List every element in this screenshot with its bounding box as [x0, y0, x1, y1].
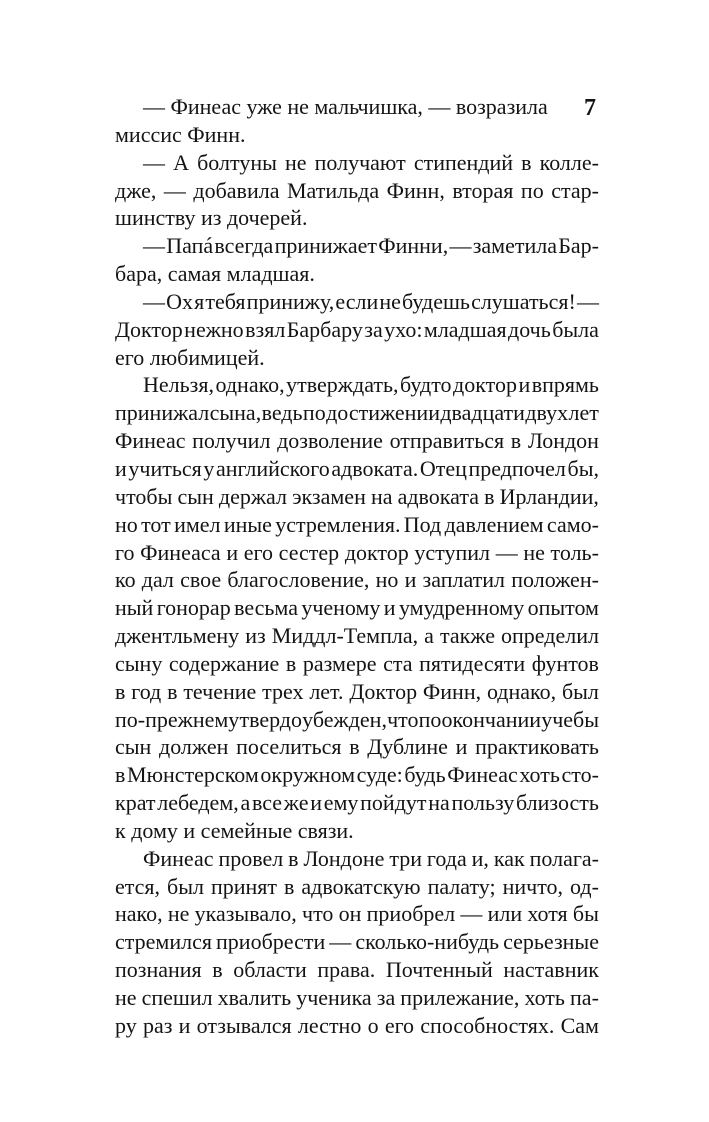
word: экзамен — [292, 483, 366, 509]
word: достижении — [326, 400, 440, 426]
word: за — [364, 316, 383, 342]
word: его — [384, 1012, 415, 1038]
word: серьезные — [503, 929, 599, 955]
word: хотя — [527, 901, 568, 927]
word: в — [115, 762, 126, 788]
word: лестно — [297, 1012, 362, 1038]
word: пятидесяти — [419, 650, 526, 676]
word: сын — [115, 734, 152, 760]
text-line — [115, 177, 599, 205]
line-text — [115, 427, 599, 455]
word: по — [302, 400, 326, 426]
word: права. — [317, 957, 376, 983]
word: ученому — [301, 595, 381, 621]
word: доктор — [344, 539, 409, 565]
text-line — [115, 566, 599, 594]
word: трех — [262, 678, 304, 704]
word: не — [523, 539, 545, 565]
text-line — [115, 427, 599, 455]
word: фунтов — [531, 650, 599, 676]
word: чтобы — [115, 483, 173, 509]
word: хоть — [519, 762, 560, 788]
word: если — [335, 288, 379, 314]
word: он — [338, 901, 362, 927]
text-line — [115, 149, 599, 177]
word: хвалить — [217, 985, 292, 1010]
word: предпочел — [468, 455, 566, 481]
word: что — [302, 901, 334, 927]
word: бы — [572, 901, 599, 927]
word: Почтенный — [385, 957, 493, 983]
line-text — [115, 566, 599, 594]
word: А — [173, 149, 189, 175]
word: Финеаса — [140, 539, 221, 565]
word: однако, — [215, 372, 285, 398]
word: стипендий — [413, 149, 514, 175]
text-line — [115, 873, 599, 901]
text-line — [115, 956, 599, 984]
word: определил — [501, 623, 599, 649]
line-text — [115, 650, 599, 678]
word: прилежание, — [400, 985, 520, 1010]
word: был — [167, 873, 204, 899]
word: был — [561, 678, 599, 704]
word: Лондоне — [303, 845, 385, 871]
word: отправиться — [389, 428, 505, 454]
word: доктор — [453, 372, 517, 398]
word: Лондон — [527, 428, 599, 454]
word: в — [167, 678, 178, 704]
word: дочь — [508, 316, 551, 342]
word: Доктор — [115, 316, 183, 342]
word: его — [243, 539, 274, 565]
word: не — [379, 288, 401, 314]
word: Доктор — [349, 678, 418, 704]
word: палату; — [427, 873, 496, 899]
word: умудренному — [398, 595, 525, 621]
word: и — [178, 1012, 191, 1038]
line-text — [115, 956, 599, 984]
word: адвокатскую — [301, 873, 421, 899]
word: познания — [115, 957, 202, 983]
word: в — [285, 650, 297, 676]
word: и — [115, 455, 127, 481]
word: вторая — [452, 177, 514, 203]
word: и — [404, 567, 417, 593]
word: на — [428, 790, 450, 816]
word: свое — [180, 567, 222, 593]
text-line — [115, 789, 599, 817]
word: отзывался — [196, 1012, 292, 1038]
word: Финеас — [115, 428, 186, 454]
word: Финеас — [447, 762, 518, 788]
word: Матильда — [286, 177, 380, 203]
line-text — [115, 733, 599, 761]
word: полага- — [529, 845, 599, 871]
word: Мюнстерском — [127, 762, 259, 788]
word: практиковать — [475, 734, 599, 760]
text-line — [115, 399, 599, 427]
word: бы, — [567, 455, 599, 481]
word: Сам — [560, 1012, 599, 1038]
text-line — [115, 121, 599, 149]
word: в — [212, 957, 223, 983]
word: всегда — [214, 233, 274, 259]
text-line — [115, 93, 599, 121]
word: убежден, — [302, 706, 387, 732]
line-text — [115, 789, 599, 817]
word: Финеас — [143, 845, 214, 871]
line-text — [143, 149, 599, 177]
word: положен- — [511, 567, 599, 593]
line-text — [143, 845, 599, 873]
word: за — [376, 985, 396, 1010]
word: имел — [174, 511, 221, 537]
word: — — [449, 233, 472, 259]
word: в — [521, 149, 532, 175]
text-line — [115, 817, 599, 845]
word: — — [163, 177, 186, 203]
word: дже, — [115, 177, 157, 203]
word: получают — [314, 149, 406, 175]
word: твердо — [239, 706, 302, 732]
word: способностях. — [420, 1012, 555, 1038]
word: — — [143, 288, 165, 314]
line-text: к дому и семейные связи. — [115, 817, 354, 843]
line-text — [115, 873, 599, 901]
line-text — [115, 316, 599, 344]
text-line — [115, 761, 599, 789]
word: приобрел — [366, 901, 456, 927]
word: близость — [515, 790, 599, 816]
word: английского — [215, 455, 330, 481]
word: нежно — [184, 316, 244, 342]
text-line — [115, 483, 599, 511]
word: ко — [115, 567, 136, 593]
word: и — [455, 734, 468, 760]
word: — — [576, 288, 599, 314]
word: ру — [115, 1012, 137, 1038]
word: все — [251, 790, 283, 816]
word: ется, — [115, 873, 161, 899]
word: весьма — [234, 595, 298, 621]
line-text — [115, 678, 599, 706]
word: однако, — [486, 678, 557, 704]
word: добавила — [193, 177, 280, 203]
word: — — [143, 233, 165, 259]
word: и — [310, 790, 322, 816]
word: — — [143, 149, 165, 175]
word: заметила — [472, 233, 557, 259]
word: гонорар — [156, 595, 231, 621]
word: ученика — [296, 985, 372, 1010]
text-line — [115, 455, 599, 483]
word: в — [349, 734, 360, 760]
line-text — [115, 900, 599, 928]
word: что — [387, 706, 419, 732]
word: год — [131, 678, 162, 704]
word: впрямь — [531, 372, 599, 398]
line-text: бара, самая младшая. — [115, 261, 315, 287]
word: Отец — [419, 455, 467, 481]
word: и — [518, 372, 531, 398]
word: также — [439, 623, 495, 649]
word: будешь — [402, 288, 470, 314]
word: адвоката — [397, 483, 479, 509]
text-line — [115, 204, 599, 232]
line-text — [143, 371, 599, 399]
word: ничто, — [502, 873, 564, 899]
word: пользу — [451, 790, 515, 816]
line-text — [115, 594, 599, 622]
word: Финни, — [378, 233, 449, 259]
word: будто — [400, 372, 452, 398]
word: Нельзя, — [143, 372, 214, 398]
word: тебя — [205, 288, 246, 314]
line-text — [115, 1012, 599, 1040]
word: не — [284, 149, 307, 175]
word: сестер — [278, 539, 340, 565]
word: учиться — [128, 455, 202, 481]
word: благословение, — [227, 567, 370, 593]
word: — — [495, 539, 518, 565]
line-text — [115, 539, 599, 567]
line-text — [115, 177, 599, 205]
word: же — [283, 790, 309, 816]
word: в — [510, 428, 522, 454]
word: давлением — [444, 511, 544, 537]
word: окончании — [441, 706, 542, 732]
word: Финн, — [386, 177, 445, 203]
word: Миддл-Темпла, — [271, 623, 419, 649]
word: джентльмену — [115, 623, 240, 649]
word: ведь — [261, 400, 303, 426]
line-text — [115, 622, 599, 650]
word: суде: — [356, 762, 403, 788]
word: года — [426, 845, 467, 871]
text-line — [115, 650, 599, 678]
word: болтуны — [197, 149, 277, 175]
word: спешил — [141, 985, 213, 1010]
word: — — [329, 929, 352, 955]
line-text — [115, 706, 599, 734]
word: сыну — [115, 650, 163, 676]
word: получил — [192, 428, 271, 454]
word: хоть — [524, 985, 565, 1010]
word: па- — [570, 985, 599, 1010]
word: приобрести — [216, 929, 326, 955]
word: не — [167, 901, 190, 927]
word: крат — [115, 790, 156, 816]
word: окружном — [260, 762, 355, 788]
word: и — [383, 595, 396, 621]
word: держал — [218, 483, 287, 509]
word: была — [552, 316, 599, 342]
word: Барбару — [286, 316, 363, 342]
text-line — [115, 622, 599, 650]
word: дал — [141, 567, 174, 593]
word: лебедем, — [157, 790, 239, 816]
word: принят — [210, 873, 278, 899]
line-text — [115, 455, 599, 483]
word: и — [226, 539, 239, 565]
word: но — [115, 511, 138, 537]
word: адвоката. — [331, 455, 419, 481]
text-line — [115, 706, 599, 734]
word: поселиться — [236, 734, 342, 760]
word: ста — [383, 650, 413, 676]
word: и, — [471, 845, 489, 871]
text-line — [115, 594, 599, 622]
text-line — [115, 539, 599, 567]
word: Дублине — [367, 734, 448, 760]
line-text: шинству из дочерей. — [115, 205, 308, 231]
text-line — [115, 344, 599, 372]
word: учебы — [541, 706, 599, 732]
word: Папá — [166, 233, 214, 259]
word: младшая — [423, 316, 507, 342]
word: как — [493, 845, 525, 871]
word: двадцати — [440, 400, 525, 426]
word: утверждать, — [286, 372, 399, 398]
text-line — [115, 733, 599, 761]
word: ухо: — [384, 316, 423, 342]
word: но — [375, 567, 399, 593]
word: пойдут — [360, 790, 427, 816]
line-text — [143, 288, 599, 316]
word: само- — [546, 511, 599, 537]
line-text: его любимицей. — [115, 344, 265, 370]
text-line — [115, 288, 599, 316]
word: го — [115, 539, 135, 565]
word: Бар- — [558, 233, 599, 259]
line-text: — Финеас уже не мальчишка, — возразила — [143, 94, 548, 119]
word: области — [233, 957, 307, 983]
word: сына, — [209, 400, 262, 426]
word: толь- — [550, 539, 599, 565]
word: течение — [183, 678, 257, 704]
word: в — [284, 873, 295, 899]
word: лет. — [309, 678, 344, 704]
word: содержание — [168, 650, 280, 676]
word: тот — [141, 511, 171, 537]
word: должен — [159, 734, 229, 760]
text-line — [115, 232, 599, 260]
line-text — [115, 928, 599, 956]
text-line — [115, 260, 599, 288]
word: провел — [218, 845, 284, 871]
word: стремился — [115, 929, 212, 955]
text-line — [115, 928, 599, 956]
text-line — [115, 678, 599, 706]
word: я — [194, 288, 205, 314]
word: а — [240, 790, 251, 816]
text-line — [115, 371, 599, 399]
word: Ох — [166, 288, 194, 314]
word: раз — [142, 1012, 173, 1038]
word: Финн, — [422, 678, 482, 704]
word: лет — [568, 400, 599, 426]
word: три — [389, 845, 422, 871]
word: устремления. — [275, 511, 401, 537]
line-text — [115, 984, 599, 1012]
line-text — [115, 761, 599, 789]
word: или — [487, 901, 523, 927]
word: ему — [323, 790, 359, 816]
text-line — [115, 316, 599, 344]
word: Под — [403, 511, 442, 537]
word: размере — [302, 650, 377, 676]
line-text — [143, 232, 599, 260]
word: наставник — [503, 957, 599, 983]
word: в — [288, 845, 299, 871]
word: ный — [115, 595, 154, 621]
word: на — [370, 483, 393, 509]
word: нако, — [115, 901, 163, 927]
word: в — [115, 678, 126, 704]
word: по — [520, 177, 544, 203]
word: по — [418, 706, 442, 732]
text-line — [115, 1012, 599, 1040]
word: опытом — [527, 595, 599, 621]
word: дозволение — [277, 428, 383, 454]
word: по-прежнему — [115, 706, 240, 732]
word: сын — [177, 483, 214, 509]
word: сто- — [561, 762, 599, 788]
word: у — [203, 455, 215, 481]
word: не — [115, 985, 137, 1010]
line-text: миссис Финн. — [115, 121, 246, 147]
text-line — [115, 511, 599, 539]
word: взял — [245, 316, 286, 342]
body-text — [115, 93, 599, 1040]
word: двух — [525, 400, 569, 426]
word: заплатил — [422, 567, 506, 593]
word: из — [245, 623, 266, 649]
word: принижу, — [246, 288, 335, 314]
word: принижает — [274, 233, 377, 259]
page-number: 7 — [584, 95, 596, 121]
line-text — [115, 483, 599, 511]
word: в — [484, 483, 495, 509]
word: стар- — [551, 177, 599, 203]
text-line — [115, 900, 599, 928]
text-line — [115, 845, 599, 873]
word: сколько-нибудь — [355, 929, 500, 955]
word: будь — [404, 762, 446, 788]
word: а — [424, 623, 434, 649]
line-text — [115, 511, 599, 539]
word: уступил — [414, 539, 491, 565]
word: од- — [570, 873, 599, 899]
text-line — [115, 984, 599, 1012]
line-text — [115, 399, 599, 427]
word: слушаться! — [471, 288, 576, 314]
word: — — [460, 901, 483, 927]
word: принижал — [115, 400, 210, 426]
word: колле- — [539, 149, 599, 175]
word: о — [367, 1012, 379, 1038]
word: иные — [223, 511, 272, 537]
word: Ирландии, — [499, 483, 599, 509]
word: указывало, — [194, 901, 297, 927]
